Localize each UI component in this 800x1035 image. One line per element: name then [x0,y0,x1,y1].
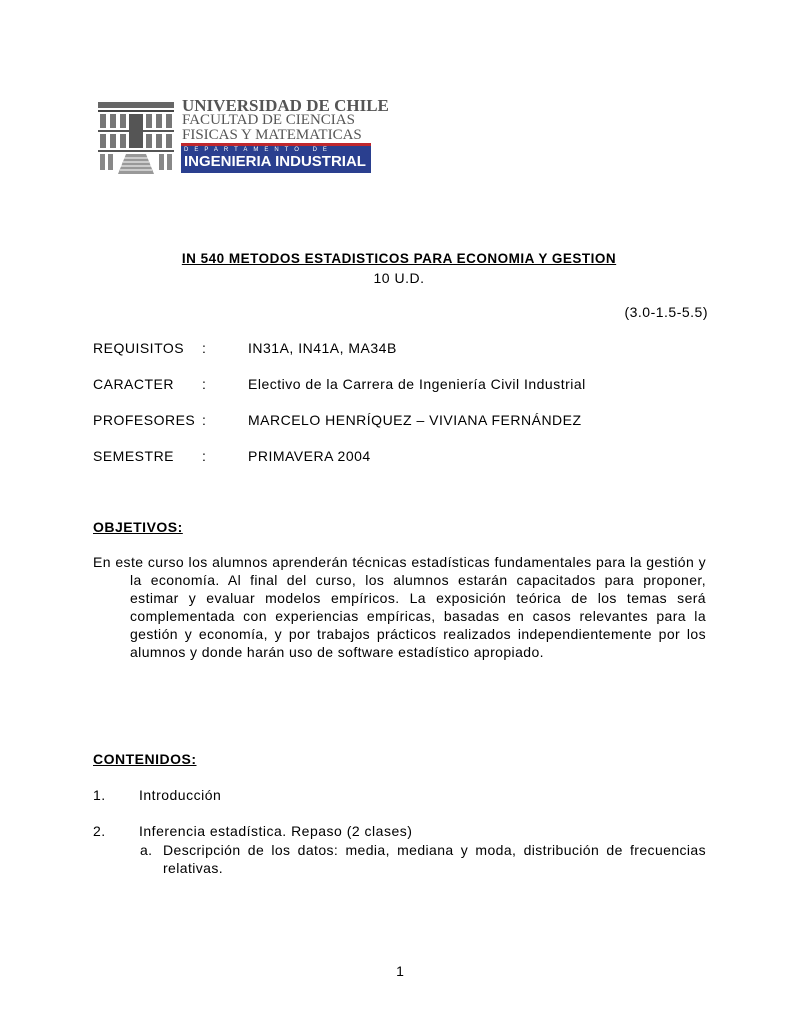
field-colon: : [202,340,207,356]
contenidos-heading: CONTENIDOS: [93,751,197,767]
field-label: REQUISITOS [93,340,185,356]
faculty-name-line2: FISICAS Y MATEMATICAS [182,127,362,143]
department-label: DEPARTAMENTO DE [184,147,333,153]
course-hours-code: (3.0-1.5-5.5) [624,304,708,320]
field-label: CARACTER [93,376,175,392]
field-value: PRIMAVERA 2004 [248,448,371,464]
field-colon: : [202,376,207,392]
department-accent-line [181,143,371,146]
objetivos-paragraph: En este curso los alumnos aprenderán técnicas estadísticas fundamentales para la gestión y la economía. Al final del curso, los alumnos estarán capacitados para proponer, estimar y evaluar modelos empíricos. La exposición teórica de los temas será complementada con experiencias empíricas, basadas en casos relevantes para la gestión y economía, y por trabajos prácticos realizados independientemente por los alumnos y donde harán uso de software estadístico apropiado. [93,554,706,660]
list-item-number: 1. [93,787,106,803]
field-label: PROFESORES [93,412,196,428]
field-value: IN31A, IN41A, MA34B [248,340,397,356]
course-title: IN 540 METODOS ESTADISTICOS PARA ECONOMIA Y GESTION [181,251,617,266]
list-item-text: Introducción [139,787,222,803]
faculty-name-line1: FACULTAD DE CIENCIAS [182,112,355,128]
course-units: 10 U.D. [373,270,425,286]
field-colon: : [202,412,207,428]
field-value: Electivo de la Carrera de Ingeniería Civil Industrial [248,376,586,392]
university-logo [96,96,389,176]
sub-list-item [140,841,706,877]
building-icon [96,96,176,176]
department-name: INGENIERIA INDUSTRIAL [184,153,366,170]
list-item-number: 2. [93,823,106,839]
list-item-text: Inferencia estadística. Repaso (2 clases) [139,823,413,839]
field-label: SEMESTRE [93,448,175,464]
field-value: MARCELO HENRÍQUEZ – VIVIANA FERNÁNDEZ [248,412,582,428]
sub-list-item-text: Descripción de los datos: media, mediana y moda, distribución de frecuencias relativas. [163,842,706,876]
sub-list-item-letter: a. [140,842,153,858]
university-name: UNIVERSIDAD DE CHILE [182,96,389,115]
page-number: 1 [396,963,404,979]
objetivos-heading: OBJETIVOS: [93,519,183,535]
field-colon: : [202,448,207,464]
